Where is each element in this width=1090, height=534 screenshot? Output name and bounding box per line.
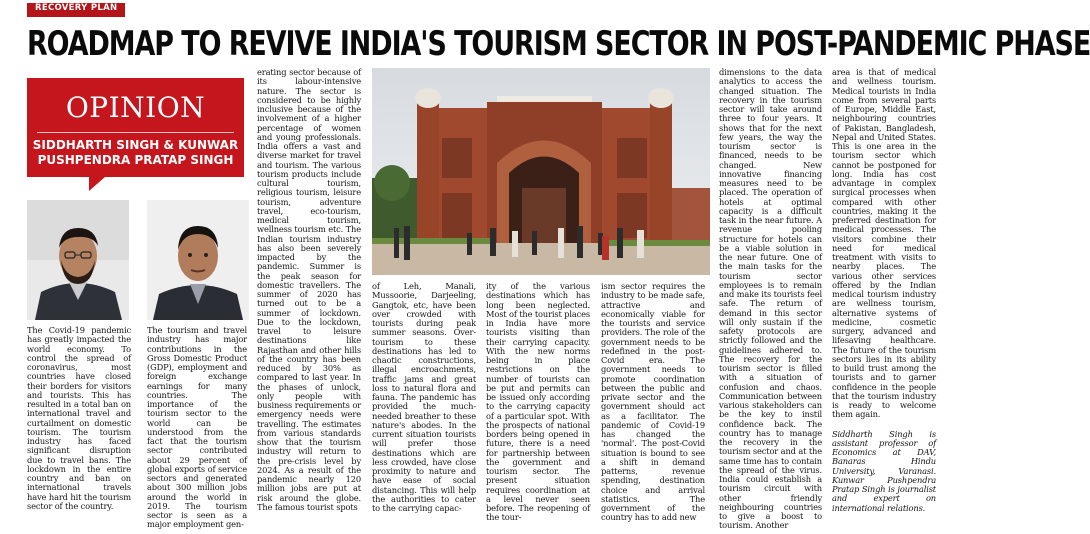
opinion-box	[27, 78, 244, 177]
author-photo-1	[27, 200, 129, 320]
column-5: ity of the various destinations which has long been neglected. Most of the tourist places in India have more tourists visiting than their carrying capacity. With the new norms being in place restrictions on the number of tourists can be put and permits can be issued only according to the carrying capacity of a particular spot. With the prospects of national borders being opened in future, there is a need for partnership between the government and tourism sector. The present situation requires coordination at a level never seen before. The reopening of the tour-	[486, 281, 590, 523]
author-photo-2	[147, 200, 249, 320]
column-1: The Covid-19 pandemic has greatly impacted the world economy. To control the spread of coronavirus, most countries have closed their borders for visitors and tourists. This has resulted in a total ban on international travel and curtailment on domestic tourism. The tourism industry has faced significant disruption due to travel bans. The lockdown in the entire country and ban on international travels have hard hit the tourism sector of the country.	[27, 325, 131, 511]
headline: ROADMAP TO REVIVE INDIA'S TOURISM SECTOR IN POST-PANDEMIC PHASE	[27, 24, 1090, 64]
column-8	[832, 68, 936, 516]
opinion-label: OPINION	[65, 91, 206, 124]
hero-photo	[372, 68, 710, 275]
section-tag: RECOVERY PLAN	[27, 3, 125, 17]
column-4: of Leh, Manali, Mussoorie, Darjeeling, Gangtok, etc, have been over crowded with tourists during peak summer seasons. Over-tourism to these destinations has led to chaotic constructions, illegal encroachments, traffic jams and great loss to natural flora and fauna. The pandemic has provided the much-needed breather to these nature's abodes. In the current situation tourists will prefer those destinations which are less crowded, have close proximity to nature and have ease of social distancing. This will help the authorities to cater to the carrying capac-	[372, 281, 476, 513]
author-line-1: SIDDHARTH SINGH & KUNWAR	[32, 138, 239, 152]
column-2: The tourism and travel industry has major contributions in the Gross Domestic Product (GDP), employment and foreign exchange earnings for many countries. The importance of the tourism sector to the world can be understood from the fact that the tourism sector contributed about 29 percent of global exports of service sectors and generated about 300 million jobs around the world in 2019. The tourism sector is seen as a major employment gen-	[147, 325, 247, 530]
author-line-2: PUSHPENDRA PRATAP SINGH	[37, 153, 234, 167]
column-3: erating sector because of its labour-intensive nature. The sector is considered to be highly inclusive because of the involvement of a higher percentage of women and young professionals. India offers a vast and diverse market for travel and tourism. The various tourism products include cultural tourism, religious tourism, leisure tourism, adventure travel, eco-tourism, medical tourism, wellness tourism etc. The Indian tourism industry has also been severely impacted by the pandemic. Summer is the peak season for domestic travellers. The summer of 2020 has turned out to be a summer of lockdown. Due to the lockdown, travel to leisure destinations like Rajasthan and other hills of the country has been reduced by 30% as compared to last year. In the phases of unlock, only people with business requirements or emergency needs were travelling. The estimates from various standards show that the tourism industry will return to the pre-crisis level by 2024. As a result of the pandemic nearly 120 million jobs are put at risk around the globe. The famous tourist spots	[257, 67, 361, 512]
author-names	[27, 138, 244, 168]
column-8-body: area is that of medical and wellness tourism. Medical tourists in India come from several parts of Europe, Middle East, neighbouring countries of Pakistan, Bangladesh, Nepal and United States. This is one area in the tourism sector which cannot be postponed for long. India has cost advantage in complex surgical processes when compared with other countries, making it the preferred destination for medical processes. The visitors combine their need for medical treatment with visits to nearby places. The various other services offered by the Indian medical tourism industry are wellness tourism, alternative systems of medicine, cosmetic surgery, advanced and lifesaving healthcare. The future of the tourism sectors lies in its ability to build trust among the tourists and to garner confidence in the people that the tourism industry is ready to welcome them again.	[832, 67, 936, 420]
column-7: dimensions to the data analytics to access the changed situation. The recovery in the tourism sector will take around three to four years. It shows that for the next few years, the way the tourism sector is financed, needs to be changed. New innovative financing measures need to be placed. The operation of hotels at optimal capacity is a difficult task in the near future. A revenue pooling structure for hotels can be a viable solution in the near future. One of the main tasks for the tourism sector employees is to remain and make its tourists feel safe. The return of demand in this sector will only sustain if the safety protocols are strictly followed and the guidelines adhered to. The recovery for the tourism sector is filled with a situation of confusion and chaos. Communication between various stakeholders can be the key to instil confidence back. The country has to manage the recovery in the tourism sector and at the same time has to contain the spread of the virus. India could establish a tourism circuit with other friendly neighbouring countries to give a boost to tourism. Another	[719, 67, 822, 531]
author-bio: Siddharth Singh is assistant professor of Economics at DAV, Banaras Hindu University, Varanasi. Kunwar Pushpendra Pratap Singh is journalist and expert on international relations.	[832, 428, 936, 513]
column-6: ism sector requires the industry to be made safe, attractive and economically viable for the tourists and service providers. The role of the government needs to be redefined in the post-Covid era. The government needs to promote coordination between the public and private sector and the government should act as a facilitator. The pandemic of Covid-19 has changed the 'normal'. The post-Covid situation is bound to see a shift in demand patterns, revenue spending, destination choice and arrival statistics. The government of the country has to add new	[601, 281, 705, 523]
divider	[37, 132, 234, 133]
